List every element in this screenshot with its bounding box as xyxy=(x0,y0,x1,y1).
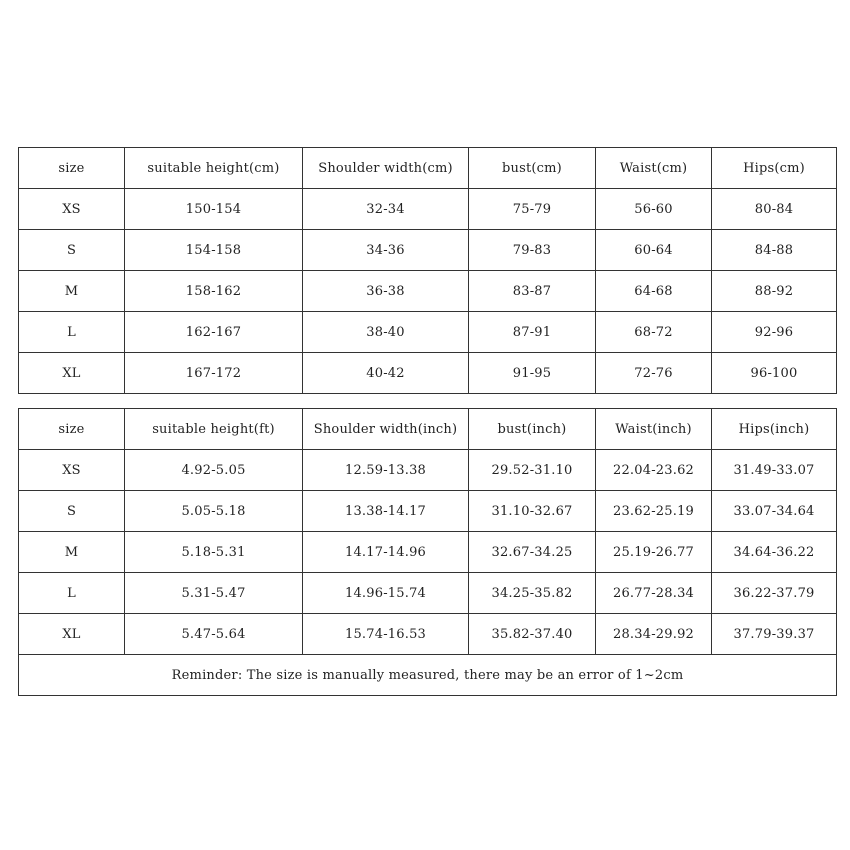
cell-bust: 34.25-35.82 xyxy=(469,573,596,614)
table-header-row xyxy=(19,409,837,450)
table-row xyxy=(19,614,837,655)
header-size: size xyxy=(19,148,125,189)
cell-bust: 83-87 xyxy=(469,271,596,312)
cell-waist: 23.62-25.19 xyxy=(596,491,712,532)
cell-hips: 37.79-39.37 xyxy=(712,614,837,655)
cell-waist: 68-72 xyxy=(596,312,712,353)
table-row xyxy=(19,271,837,312)
cell-shoulder: 12.59-13.38 xyxy=(303,450,469,491)
header-hips: Hips(cm) xyxy=(712,148,837,189)
cell-height: 5.18-5.31 xyxy=(125,532,303,573)
cell-hips: 31.49-33.07 xyxy=(712,450,837,491)
table-header-row xyxy=(19,148,837,189)
cell-height: 5.31-5.47 xyxy=(125,573,303,614)
cell-bust: 87-91 xyxy=(469,312,596,353)
cell-waist: 60-64 xyxy=(596,230,712,271)
cell-size: XL xyxy=(19,353,125,394)
header-bust: bust(cm) xyxy=(469,148,596,189)
cell-shoulder: 15.74-16.53 xyxy=(303,614,469,655)
cell-shoulder: 36-38 xyxy=(303,271,469,312)
cell-size: M xyxy=(19,271,125,312)
cell-shoulder: 32-34 xyxy=(303,189,469,230)
header-height: suitable height(ft) xyxy=(125,409,303,450)
cell-bust: 32.67-34.25 xyxy=(469,532,596,573)
size-chart-cm-table xyxy=(18,147,837,394)
header-size: size xyxy=(19,409,125,450)
cell-waist: 28.34-29.92 xyxy=(596,614,712,655)
cell-height: 4.92-5.05 xyxy=(125,450,303,491)
header-height: suitable height(cm) xyxy=(125,148,303,189)
header-waist: Waist(cm) xyxy=(596,148,712,189)
cell-shoulder: 38-40 xyxy=(303,312,469,353)
table-row xyxy=(19,189,837,230)
cell-shoulder: 34-36 xyxy=(303,230,469,271)
table-row xyxy=(19,353,837,394)
cell-waist: 26.77-28.34 xyxy=(596,573,712,614)
cell-shoulder: 40-42 xyxy=(303,353,469,394)
table-row xyxy=(19,573,837,614)
cell-shoulder: 13.38-14.17 xyxy=(303,491,469,532)
header-bust: bust(inch) xyxy=(469,409,596,450)
cell-shoulder: 14.96-15.74 xyxy=(303,573,469,614)
cell-shoulder: 14.17-14.96 xyxy=(303,532,469,573)
cell-hips: 80-84 xyxy=(712,189,837,230)
cell-waist: 22.04-23.62 xyxy=(596,450,712,491)
size-chart-inch-table xyxy=(18,408,837,696)
cell-size: S xyxy=(19,230,125,271)
table-row xyxy=(19,491,837,532)
cell-height: 154-158 xyxy=(125,230,303,271)
cell-bust: 35.82-37.40 xyxy=(469,614,596,655)
cell-height: 167-172 xyxy=(125,353,303,394)
cell-hips: 33.07-34.64 xyxy=(712,491,837,532)
cell-bust: 29.52-31.10 xyxy=(469,450,596,491)
cell-size: L xyxy=(19,573,125,614)
header-shoulder: Shoulder width(inch) xyxy=(303,409,469,450)
cell-bust: 91-95 xyxy=(469,353,596,394)
cell-hips: 96-100 xyxy=(712,353,837,394)
cell-size: XS xyxy=(19,189,125,230)
cell-height: 162-167 xyxy=(125,312,303,353)
header-waist: Waist(inch) xyxy=(596,409,712,450)
cell-waist: 25.19-26.77 xyxy=(596,532,712,573)
table-row xyxy=(19,532,837,573)
cell-waist: 72-76 xyxy=(596,353,712,394)
cell-height: 150-154 xyxy=(125,189,303,230)
cell-height: 158-162 xyxy=(125,271,303,312)
header-hips: Hips(inch) xyxy=(712,409,837,450)
cell-bust: 75-79 xyxy=(469,189,596,230)
cell-hips: 34.64-36.22 xyxy=(712,532,837,573)
cell-hips: 84-88 xyxy=(712,230,837,271)
reminder-row xyxy=(19,655,837,696)
cell-bust: 31.10-32.67 xyxy=(469,491,596,532)
cell-bust: 79-83 xyxy=(469,230,596,271)
table-row xyxy=(19,312,837,353)
cell-hips: 92-96 xyxy=(712,312,837,353)
cell-hips: 36.22-37.79 xyxy=(712,573,837,614)
header-shoulder: Shoulder width(cm) xyxy=(303,148,469,189)
reminder-note: Reminder: The size is manually measured, there may be an error of 1~2cm xyxy=(19,655,837,696)
cell-size: S xyxy=(19,491,125,532)
cell-height: 5.05-5.18 xyxy=(125,491,303,532)
table-row xyxy=(19,450,837,491)
cell-hips: 88-92 xyxy=(712,271,837,312)
cell-height: 5.47-5.64 xyxy=(125,614,303,655)
cell-waist: 64-68 xyxy=(596,271,712,312)
cell-size: M xyxy=(19,532,125,573)
cell-waist: 56-60 xyxy=(596,189,712,230)
cell-size: L xyxy=(19,312,125,353)
cell-size: XL xyxy=(19,614,125,655)
cell-size: XS xyxy=(19,450,125,491)
table-row xyxy=(19,230,837,271)
